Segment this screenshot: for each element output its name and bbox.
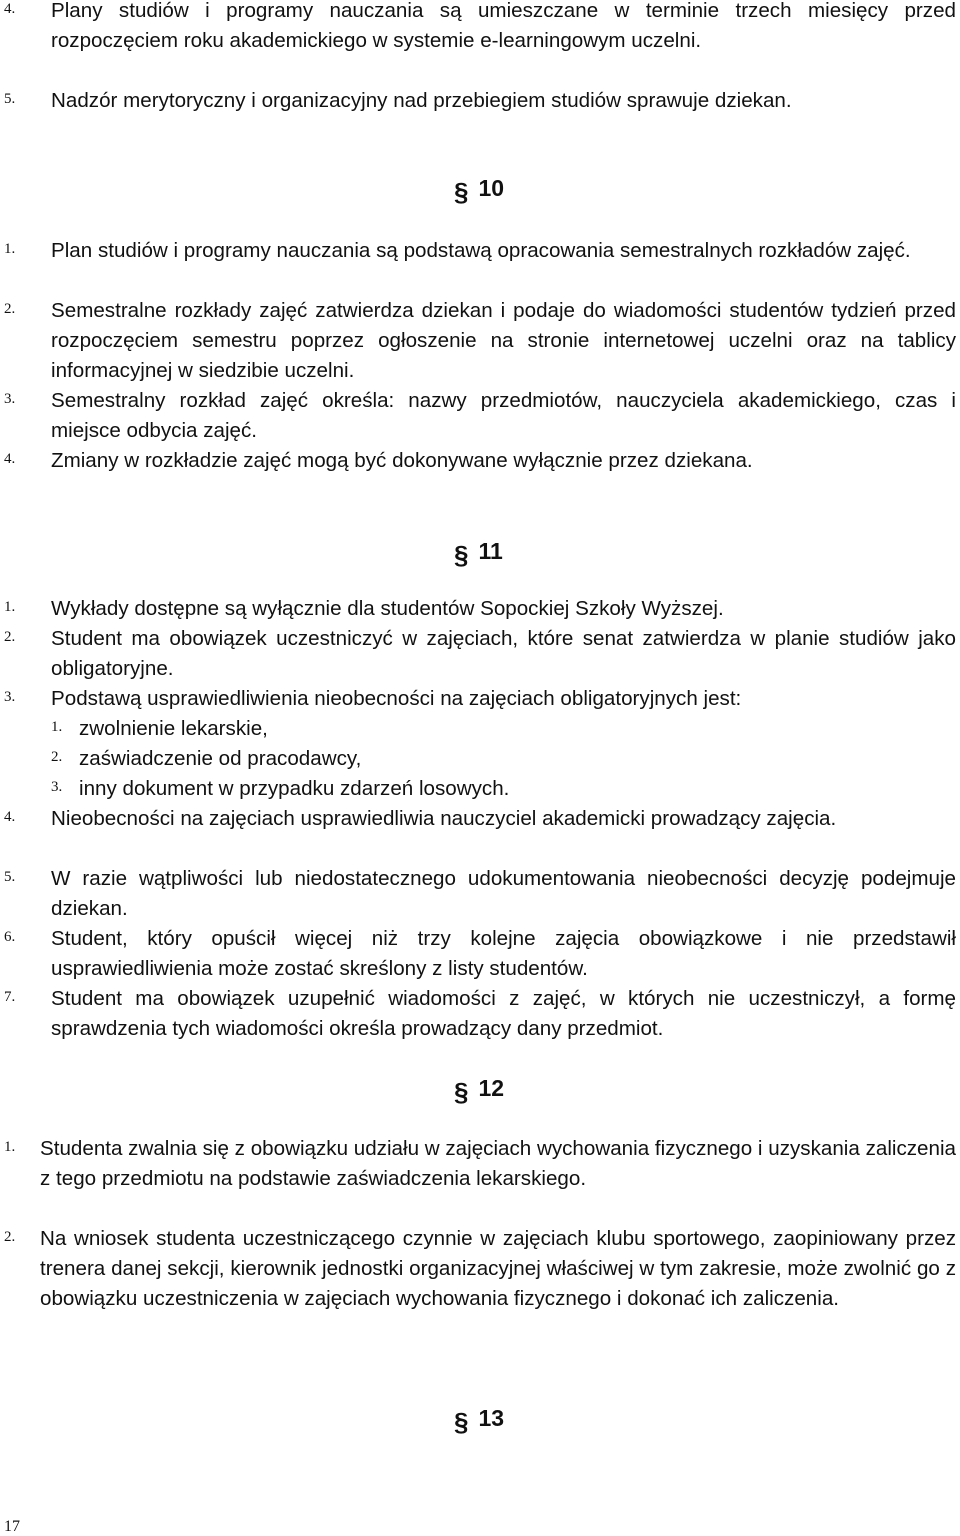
paragraph-text: Na wniosek studenta uczestniczącego czynnie w zajęciach klubu sportowego, zaopiniowany przez trenera danej sekcji, kierownik jednostki organizacyjnej właściwej w tym zakresie, może zwolnić go z obowiązku uczestniczenia w zajęciach wychowania fizycznego i dokonać ich zaliczenia. bbox=[40, 1227, 956, 1310]
item-number: 3. bbox=[4, 391, 16, 407]
paragraph-item bbox=[51, 804, 956, 834]
section-number: 12 bbox=[478, 1075, 505, 1101]
item-number: 4. bbox=[4, 1, 16, 17]
paragraph-item bbox=[51, 684, 956, 714]
item-number: 2. bbox=[4, 1229, 16, 1245]
sub-item-text: inny dokument w przypadku zdarzeń losowych. bbox=[79, 777, 510, 800]
paragraph-item bbox=[51, 624, 956, 684]
item-number: 2. bbox=[4, 629, 16, 645]
item-number: 1. bbox=[4, 599, 16, 615]
item-number: 2. bbox=[4, 301, 16, 317]
paragraph-text: Semestralny rozkład zajęć określa: nazwy przedmiotów, nauczyciela akademickiego, czas i miejsce odbycia zajęć. bbox=[51, 389, 956, 442]
paragraph-text: Nieobecności na zajęciach usprawiedliwia nauczyciel akademicki prowadzący zajęcia. bbox=[51, 807, 837, 830]
paragraph-text: Studenta zwalnia się z obowiązku udziału w zajęciach wychowania fizycznego i uzyskania zaliczenia z tego przedmiotu na podstawie zaświadczenia lekarskiego. bbox=[40, 1137, 956, 1190]
section-symbol: § bbox=[454, 1077, 469, 1107]
sub-item-text: zwolnienie lekarskie, bbox=[79, 717, 268, 740]
paragraph-text: Student ma obowiązek uzupełnić wiadomości z zajęć, w których nie uczestniczył, a formę sprawdzenia tych wiadomości określa prowadzący dany przedmiot. bbox=[51, 987, 956, 1040]
paragraph-item bbox=[51, 0, 956, 56]
item-number: 3. bbox=[4, 689, 16, 705]
section-number: 13 bbox=[478, 1405, 505, 1431]
item-number: 7. bbox=[4, 989, 16, 1005]
paragraph-item bbox=[51, 86, 956, 116]
sub-item bbox=[79, 744, 949, 774]
sub-item-number: 3. bbox=[51, 779, 63, 795]
paragraph-item bbox=[51, 924, 956, 984]
item-number: 5. bbox=[4, 91, 16, 107]
sub-item bbox=[79, 774, 949, 804]
item-number: 1. bbox=[4, 241, 16, 257]
paragraph-item bbox=[51, 446, 956, 476]
item-number: 1. bbox=[4, 1139, 16, 1155]
sub-item-number: 2. bbox=[51, 749, 63, 765]
paragraph-text: W razie wątpliwości lub niedostatecznego udokumentowania nieobecności decyzję podejmuje dziekan. bbox=[51, 867, 956, 920]
section-number: 10 bbox=[478, 175, 505, 201]
paragraph-text: Nadzór merytoryczny i organizacyjny nad przebiegiem studiów sprawuje dziekan. bbox=[51, 89, 792, 112]
paragraph-text: Plan studiów i programy nauczania są podstawą opracowania semestralnych rozkładów zajęć. bbox=[51, 239, 911, 262]
paragraph-item bbox=[51, 296, 956, 386]
section-heading-13 bbox=[454, 1402, 505, 1437]
section-heading-12 bbox=[454, 1072, 505, 1107]
item-number: 4. bbox=[4, 809, 16, 825]
paragraph-text: Student, który opuścił więcej niż trzy kolejne zajęcia obowiązkowe i nie przedstawił usprawiedliwienia może zostać skreślony z listy studentów. bbox=[51, 927, 956, 980]
paragraph-text: Semestralne rozkłady zajęć zatwierdza dziekan i podaje do wiadomości studentów tydzień przed rozpoczęciem semestru poprzez ogłoszenie na stronie internetowej uczelni oraz na tablicy informacyjnej w siedzibie uczelni. bbox=[51, 299, 956, 382]
page-number: 17 bbox=[4, 1518, 20, 1535]
section-symbol: § bbox=[454, 540, 469, 570]
section-number: 11 bbox=[478, 538, 503, 564]
section-heading-10 bbox=[454, 172, 505, 207]
paragraph-text: Podstawą usprawiedliwienia nieobecności na zajęciach obligatoryjnych jest: bbox=[51, 687, 742, 710]
section-symbol: § bbox=[454, 177, 469, 207]
paragraph-item bbox=[40, 1224, 956, 1314]
item-number: 5. bbox=[4, 869, 16, 885]
paragraph-text: Zmiany w rozkładzie zajęć mogą być dokonywane wyłącznie przez dziekana. bbox=[51, 449, 753, 472]
sub-item bbox=[79, 714, 949, 744]
paragraph-text: Student ma obowiązek uczestniczyć w zajęciach, które senat zatwierdza w planie studiów jako obligatoryjne. bbox=[51, 627, 956, 680]
paragraph-item bbox=[51, 864, 956, 924]
paragraph-item bbox=[51, 984, 956, 1044]
paragraph-item bbox=[51, 594, 956, 624]
paragraph-item bbox=[40, 1134, 956, 1194]
section-symbol: § bbox=[454, 1407, 469, 1437]
item-number: 6. bbox=[4, 929, 16, 945]
paragraph-text: Wykłady dostępne są wyłącznie dla studentów Sopockiej Szkoły Wyższej. bbox=[51, 597, 724, 620]
sub-item-number: 1. bbox=[51, 719, 63, 735]
paragraph-item bbox=[51, 236, 956, 266]
sub-item-text: zaświadczenie od pracodawcy, bbox=[79, 747, 362, 770]
section-heading-11 bbox=[454, 535, 503, 570]
paragraph-text: Plany studiów i programy nauczania są umieszczane w terminie trzech miesięcy przed rozpoczęciem roku akademickiego w systemie e-learningowym uczelni. bbox=[51, 0, 956, 52]
paragraph-item bbox=[51, 386, 956, 446]
item-number: 4. bbox=[4, 451, 16, 467]
